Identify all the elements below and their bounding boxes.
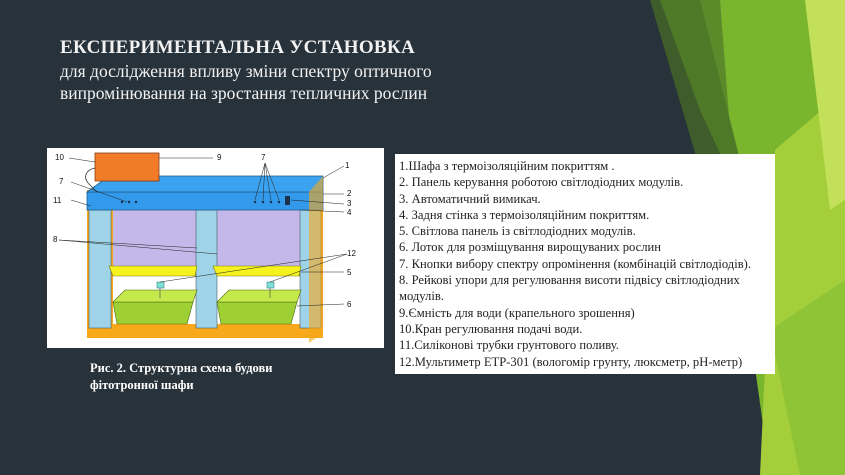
label-12: 12 [347,249,356,258]
back-wall-right [217,210,300,268]
legend-item: 7. Кнопки вибору спектру опромінення (комбінацій світлодіодів). [399,256,751,271]
label-3: 3 [347,199,352,208]
title-line-3: випромінювання на зростання тепличних рослин [60,83,428,103]
label-8: 8 [53,235,58,244]
legend-item: 9.Ємність для води (крапельного зрошення) [399,305,635,320]
caption-line-2: фітотронної шафи [90,378,194,392]
multimeter-left [157,282,164,288]
multimeter-right [267,282,274,288]
circuit-breaker [285,196,290,205]
label-2: 2 [347,189,352,198]
legend-item: 11.Силіконові трубки грунтового поливу. [399,338,619,353]
label-5: 5 [347,268,352,277]
label-9: 9 [217,153,222,162]
figure-caption [90,360,350,394]
title-line-2: для дослідження впливу зміни спектру оптичного [60,61,432,81]
phytotron-cabinet-diagram [47,148,384,348]
side-wall-left [89,210,111,328]
tray-right [217,290,301,324]
side-wall-middle [196,210,217,328]
legend-item: 5. Світлова панель із світлодіодних модулів. [399,224,636,239]
title-line-1: ЕКСПЕРИМЕНТАЛЬНА УСТАНОВКА [60,37,415,58]
label-4: 4 [347,208,352,217]
caption-line-1: Рис. 2. Структурна схема будови [90,361,273,375]
legend-item: 8. Рейкові упори для регулювання висоти підвісу світлодіодних модулів. [399,273,740,304]
legend-item: 3. Автоматичний вимикач. [399,191,541,206]
back-wall-left [113,210,196,268]
legend-item: 4. Задня стінка з термоізоляційним покриттям. [399,207,650,222]
slide-title [60,36,640,104]
legend-item: 2. Панель керування роботою світлодіодних модулів. [399,175,684,190]
legend-item: 12.Мультиметр ЕТР-301 (вологомір грунту, люксметр, рН-метр) [399,354,743,369]
water-tank [95,153,159,181]
tray-left [113,290,197,324]
label-7-left: 7 [59,177,64,186]
label-6: 6 [347,300,352,309]
diagram-panel [47,148,384,348]
label-7-top: 7 [261,153,266,162]
light-panel-left [109,266,197,276]
legend-item: 10.Кран регулювання подачі води. [399,321,583,336]
legend-item: 6. Лоток для розміщування вирощуваних рослин [399,240,661,255]
label-1: 1 [345,161,350,170]
label-10: 10 [55,153,64,162]
label-11: 11 [53,196,62,205]
legend-list [395,154,775,374]
legend-item: 1.Шафа з термоізоляційним покриттям . [399,159,615,173]
